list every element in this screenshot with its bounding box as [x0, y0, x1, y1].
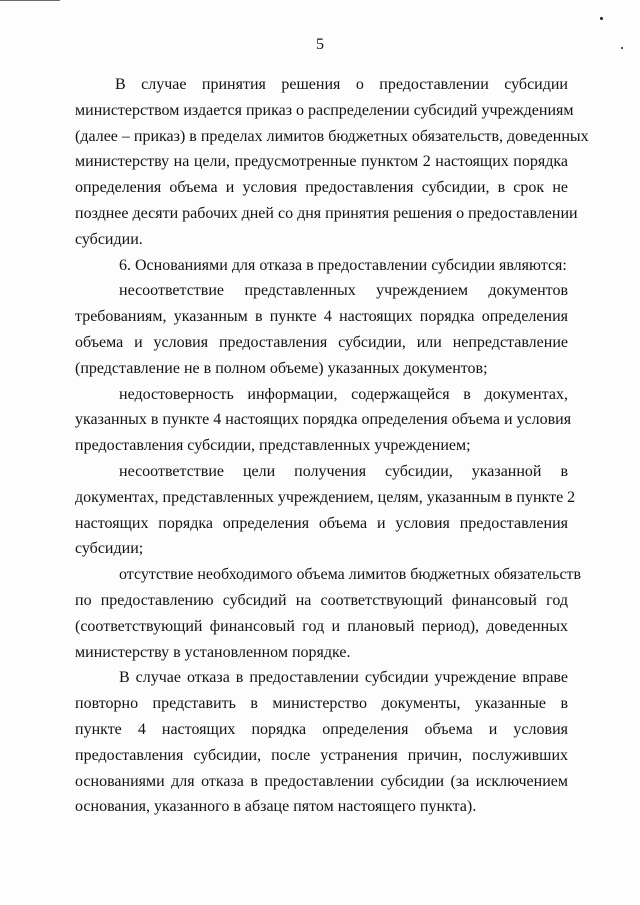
paragraph — [75, 562, 582, 665]
text-line: повторно представить в министерство документы, указанные в — [75, 695, 568, 713]
document-body — [75, 72, 589, 820]
text-line: субсидии; — [75, 540, 144, 558]
text-line: (далее – приказ) в пределах лимитов бюджетных обязательств, доведенных — [75, 127, 589, 145]
page-number: 5 — [316, 36, 324, 53]
text-line: требованиям, указанным в пункте 4 настоящих порядка определения — [75, 308, 568, 326]
text-line: определения объема и условия предоставления субсидии, в срок не — [75, 179, 568, 197]
text-line: основания, указанного в абзаце пятом настоящего пункта). — [75, 798, 477, 816]
text-line: указанных в пункте 4 настоящих порядка определения объема и условия — [75, 411, 572, 429]
paragraph — [75, 253, 568, 279]
text-line: 6. Основаниями для отказа в предоставлении субсидии являются: — [119, 256, 567, 274]
text-line: документах, представленных учреждением, целям, указанным в пункте 2 — [75, 488, 576, 506]
text-line: В случае принятия решения о предоставлении субсидии — [115, 76, 568, 93]
text-line: В случае отказа в предоставлении субсидии учреждение вправе — [119, 669, 568, 687]
text-line: (соответствующий финансовый год и плановый период), доведенных — [75, 617, 568, 635]
text-line: по предоставлению субсидий на соответствующий финансовый год — [75, 591, 568, 609]
text-line: пункте 4 настоящих порядка определения объема и условия — [75, 720, 568, 738]
text-line: недостоверность информации, содержащейся в документах, — [119, 385, 568, 403]
text-line: министерству на цели, предусмотренные пунктом 2 настоящих порядка — [75, 153, 568, 171]
text-line: позднее десяти рабочих дней со дня принятия решения о предоставлении — [75, 204, 578, 222]
paragraph — [75, 278, 568, 381]
text-line: объема и условия предоставления субсидии, или непредставление — [75, 333, 568, 351]
paragraph — [75, 382, 572, 459]
text-line: министерству в установленном порядке. — [75, 643, 351, 661]
text-line: предоставления субсидии, после устранения причин, послуживших — [75, 746, 568, 764]
text-line: основаниями для отказа в предоставлении субсидии (за исключением — [75, 772, 568, 790]
text-line: министерством издается приказ о распределении субсидий учреждениям — [75, 101, 574, 119]
text-line: (представление не в полном объеме) указанных документов; — [75, 359, 488, 377]
text-line: настоящих порядка определения объема и условия предоставления — [75, 514, 568, 532]
paragraph — [75, 72, 589, 253]
text-line: предоставления субсидии, представленных учреждением; — [75, 437, 471, 455]
scan-speck — [600, 17, 603, 20]
paragraph — [75, 665, 568, 820]
text-line: несоответствие цели получения субсидии, указанной в — [119, 462, 568, 480]
scan-edge-line — [0, 0, 60, 1]
text-line: субсидии. — [75, 230, 143, 248]
paragraph — [75, 459, 576, 562]
text-line: отсутствие необходимого объема лимитов бюджетных обязательств — [119, 566, 582, 584]
text-line: несоответствие представленных учреждением документов — [119, 282, 568, 300]
